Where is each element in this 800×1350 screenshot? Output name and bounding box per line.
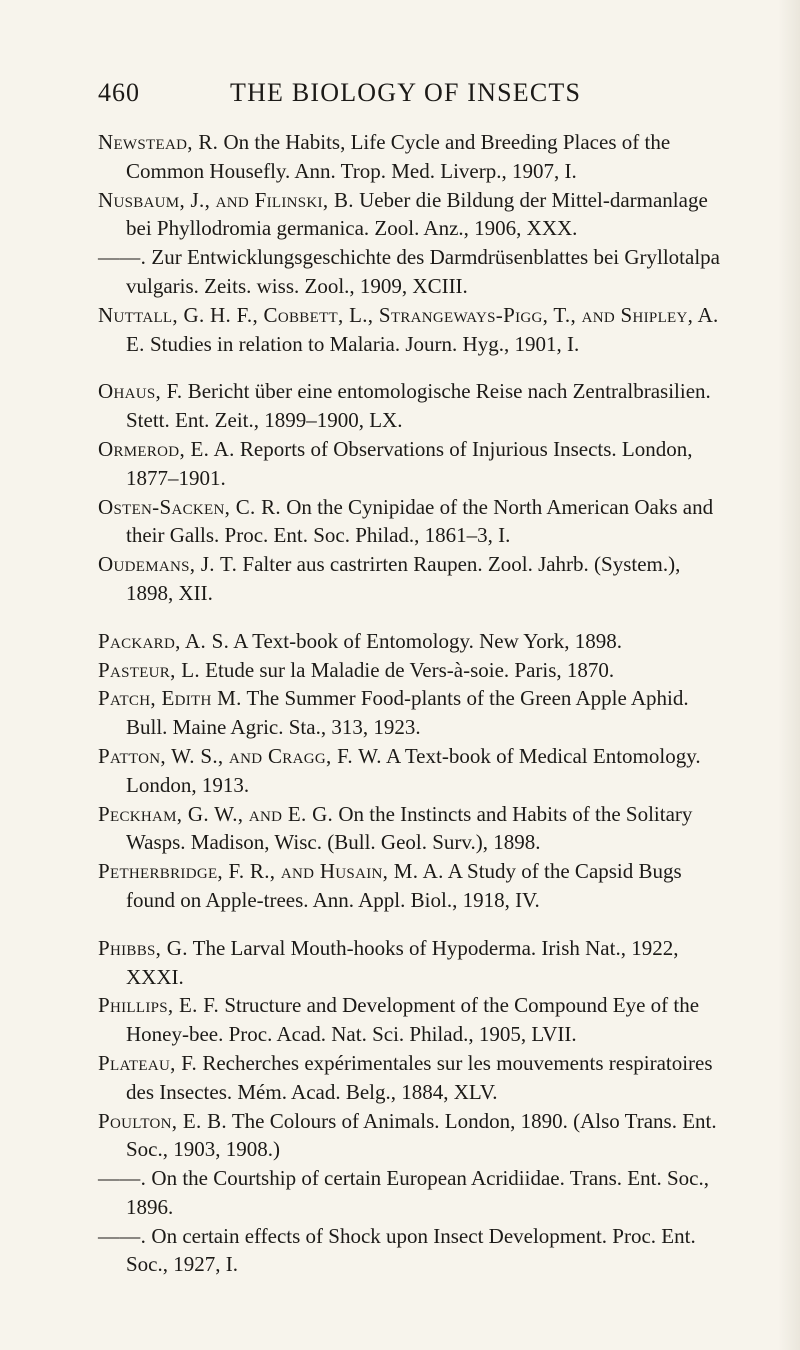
entry-text: Etude sur la Maladie de Vers-à-soie. Paris, 1870.: [205, 657, 615, 682]
bibliography-entry: [98, 857, 723, 915]
bibliography-entry: [98, 493, 723, 551]
bibliography-group-n: [98, 128, 723, 358]
bibliography-entry: [98, 1049, 723, 1107]
entry-author: Packard, A. S.: [98, 628, 230, 653]
entry-author: Phibbs, G.: [98, 935, 188, 960]
bibliography-entry: [98, 1222, 723, 1280]
page-number: 460: [98, 78, 140, 107]
entry-text: Bericht über eine entomologische Reise nach Zentralbrasilien. Stett. Ent. Zeit., 1899–1900, LX.: [126, 379, 711, 433]
entry-author: Petherbridge, F. R., and Husain, M. A.: [98, 859, 444, 884]
bibliography-entry: [98, 627, 723, 656]
entry-author: Patch, Edith M.: [98, 686, 242, 711]
entry-author: Oudemans, J. T.: [98, 552, 238, 577]
bibliography-entry: [98, 301, 723, 359]
entry-text: A Text-book of Medical Entomology. London, 1913.: [126, 743, 701, 797]
entry-text: A Study of the Capsid Bugs found on Apple-trees. Ann. Appl. Biol., 1918, IV.: [126, 859, 682, 912]
entry-author: Patton, W. S., and Cragg, F. W.: [98, 743, 382, 768]
entry-author: Nusbaum, J., and Filinski, B.: [98, 187, 354, 212]
entry-author: Pasteur, L.: [98, 657, 200, 682]
bibliography-entry: [98, 800, 723, 858]
entry-author: ——.: [98, 1223, 147, 1248]
bibliography-entry: [98, 243, 723, 301]
entry-text: Ueber die Bildung der Mittel-darmanlage bei Phyllodromia germanica. Zool. Anz., 1906, XXX.: [126, 187, 708, 241]
entry-author: Peckham, G. W., and E. G.: [98, 801, 334, 826]
entry-author: Ohaus, F.: [98, 379, 183, 404]
bibliography-entry: [98, 991, 723, 1049]
bibliography-list: [98, 128, 723, 1279]
bibliography-group-ph: [98, 934, 723, 1280]
entry-author: Nuttall, G. H. F., Cobbett, L., Strangeways-Pigg, T., and Shipley, A. E.: [98, 302, 719, 356]
bibliography-entry: [98, 684, 723, 742]
entry-text: On the Courtship of certain European Acridiidae. Trans. Ent. Soc., 1896.: [126, 1166, 709, 1219]
entry-author: ——.: [98, 1166, 147, 1191]
bibliography-entry: [98, 128, 723, 186]
entry-author: Plateau, F.: [98, 1050, 198, 1075]
entry-text: Falter aus castrirten Raupen. Zool. Jahrb. (System.), 1898, XII.: [126, 552, 681, 605]
entry-text: Recherches expérimentales sur les mouvements respiratoires des Insectes. Mém. Acad. Belg., 1884, XLV.: [126, 1050, 713, 1104]
running-title: THE BIOLOGY OF INSECTS: [230, 78, 582, 107]
entry-text: A Text-book of Entomology. New York, 1898.: [233, 628, 623, 653]
entry-text: On the Habits, Life Cycle and Breeding Places of the Common Housefly. Ann. Trop. Med. Liverp., 1907, I.: [126, 130, 671, 183]
bibliography-entry: [98, 1107, 723, 1165]
entry-text: On the Cynipidae of the North American Oaks and their Galls. Proc. Ent. Soc. Philad., 1861–3, I.: [126, 494, 714, 548]
page-edge-shadow: [778, 0, 800, 1350]
bibliography-entry: [98, 742, 723, 800]
entry-text: The Summer Food-plants of the Green Apple Aphid. Bull. Maine Agric. Sta., 313, 1923.: [126, 686, 689, 740]
entry-author: Poulton, E. B.: [98, 1108, 227, 1133]
entry-author: ——.: [98, 245, 147, 270]
entry-text: Reports of Observations of Injurious Insects. London, 1877–1901.: [126, 436, 693, 490]
bibliography-entry: [98, 435, 723, 493]
bibliography-entry: [98, 377, 723, 435]
page-header: [98, 78, 738, 112]
bibliography-entry: [98, 656, 723, 685]
entry-text: On certain effects of Shock upon Insect Development. Proc. Ent. Soc., 1927, I.: [126, 1223, 696, 1277]
entry-author: Newstead, R.: [98, 130, 219, 154]
bibliography-group-o: [98, 377, 723, 607]
entry-text: Zur Entwicklungsgeschichte des Darmdrüsenblattes bei Gryllotalpa vulgaris. Zeits. wiss. Zool., 1909, XCIII.: [126, 245, 720, 298]
entry-author: Phillips, E. F.: [98, 993, 220, 1018]
entry-text: Studies in relation to Malaria. Journ. Hyg., 1901, I.: [149, 331, 580, 356]
bibliography-entry: [98, 186, 723, 244]
entry-author: Osten-Sacken, C. R.: [98, 494, 281, 519]
bibliography-entry: [98, 1164, 723, 1222]
bibliography-group-pa: [98, 627, 723, 915]
entry-text: The Colours of Animals. London, 1890. (Also Trans. Ent. Soc., 1903, 1908.): [126, 1108, 717, 1162]
entry-text: The Larval Mouth-hooks of Hypoderma. Irish Nat., 1922, XXXI.: [126, 935, 679, 989]
entry-text: Structure and Development of the Compound Eye of the Honey-bee. Proc. Acad. Nat. Sci. Philad., 1905, LVII.: [126, 993, 700, 1047]
entry-author: Ormerod, E. A.: [98, 436, 235, 461]
bibliography-entry: [98, 934, 723, 992]
bibliography-entry: [98, 550, 723, 608]
entry-text: On the Instincts and Habits of the Solitary Wasps. Madison, Wisc. (Bull. Geol. Surv.), 1898.: [126, 801, 693, 855]
